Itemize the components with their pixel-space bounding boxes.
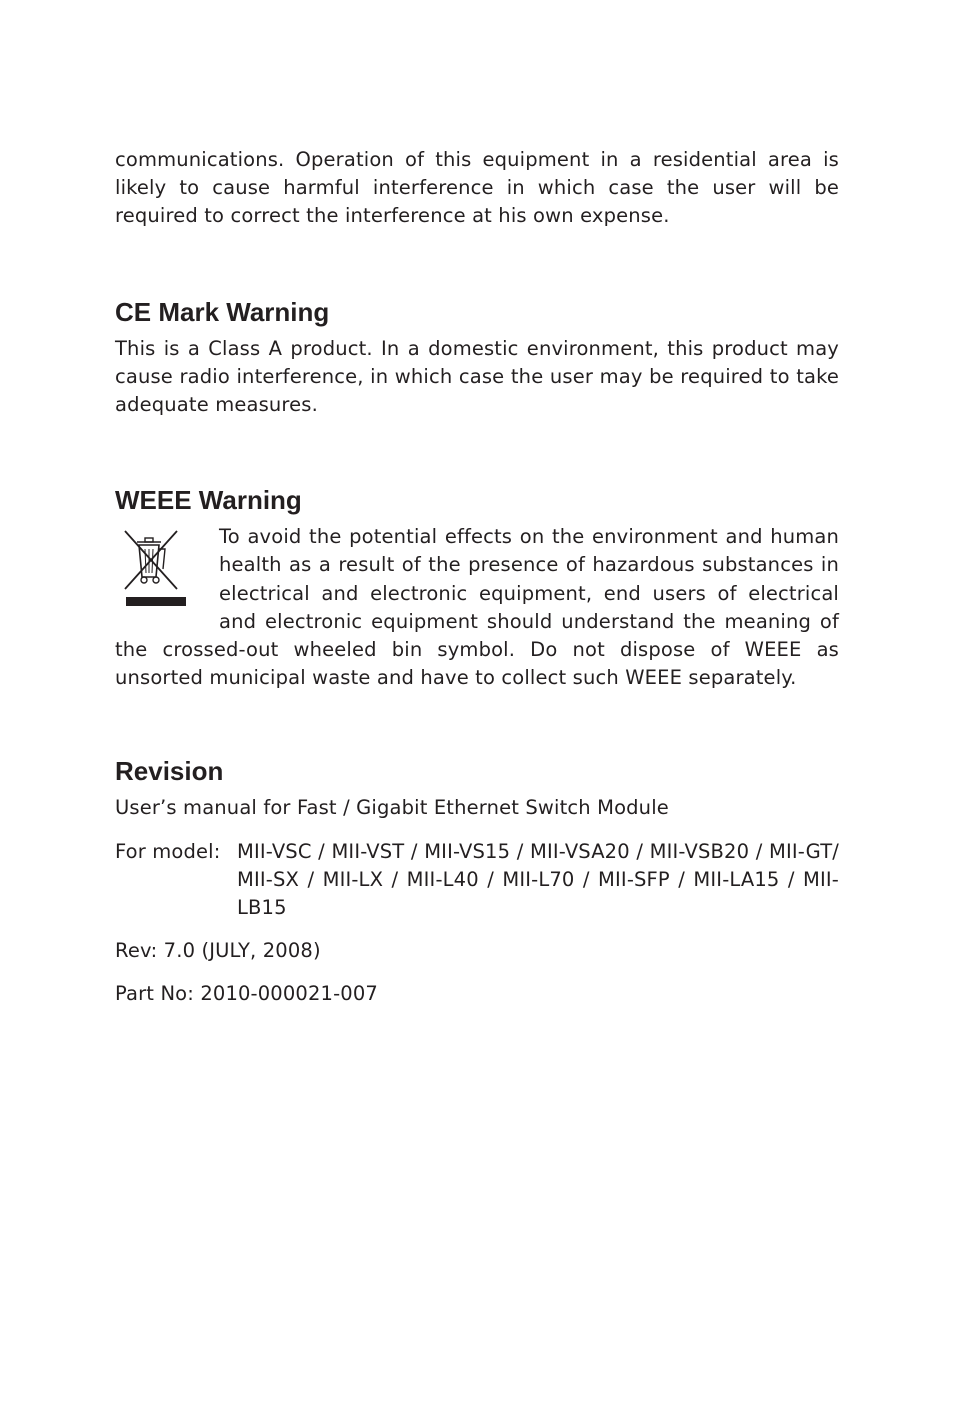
intro-paragraph: communications. Operation of this equipment in a residential area is likely to cause harmful interference in which case the user will be required to correct the interference at his own expense.: [115, 148, 839, 228]
ce-mark-paragraph: This is a Class A product. In a domestic environment, this product may cause radio interference, in which case the user may be required to take adequate measures.: [115, 336, 839, 417]
revision-value: Rev: 7.0 (JULY, 2008): [115, 939, 321, 963]
revision-heading: Revision: [115, 756, 224, 787]
document-page: [115, 146, 839, 1009]
crossed-out-wheeled-bin-icon: [115, 527, 191, 609]
part-number: Part No: 2010-000021-007: [115, 982, 378, 1006]
model-label: For model:: [115, 839, 221, 863]
weee-paragraph: To avoid the potential effects on the environment and human health as a result of the presence of hazardous substances in electrical and electronic equipment, end users of electrical and electronic equipment should understand the meaning of the crossed-out wheeled bin symbol. Do not dispose of WEEE as unsorted municipal waste and have to collect such WEEE separately.: [115, 525, 839, 690]
manual-title-line: [115, 794, 839, 822]
model-row: [115, 838, 839, 923]
weee-heading: WEEE Warning: [115, 485, 302, 516]
revision-line: [115, 937, 839, 965]
weee-section: [115, 523, 839, 692]
manual-title: User’s manual for Fast / Gigabit Ethernet Switch Module: [115, 796, 669, 820]
model-list: MII-VSC / MII-VST / MII-VS15 / MII-VSA20 / MII-VSB20 / MII-GT/ MII-SX / MII-LX / MII-L40 / MII-L70 / MII-SFP / MII-LA15 / MII-LB15: [237, 839, 839, 920]
ce-mark-heading: CE Mark Warning: [115, 296, 330, 327]
part-number-line: [115, 980, 839, 1008]
